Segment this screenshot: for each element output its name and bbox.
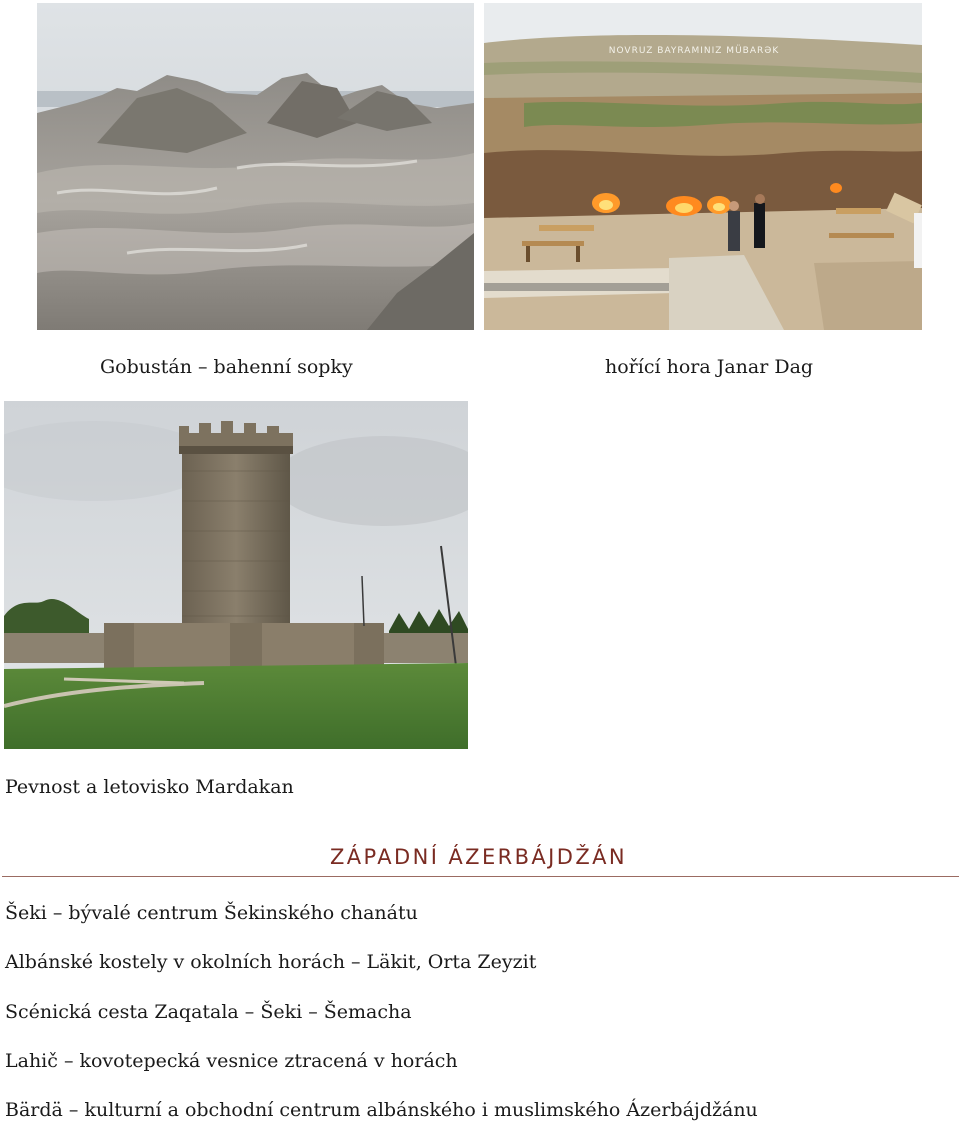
list-item: Lahič – kovotepecká vesnice ztracená v horách bbox=[5, 1050, 458, 1072]
mud-volcano-caption: Gobustán – bahenní sopky bbox=[100, 356, 353, 378]
list-item: Albánské kostely v okolních horách – Läkit, Orta Zeyzit bbox=[5, 951, 537, 973]
mud-volcano-photo bbox=[37, 3, 474, 330]
novruz-sign-text: NOVRUZ BAYRAMINIZ MÜBARƏK bbox=[608, 46, 780, 56]
list-item: Bärdä – kulturní a obchodní centrum albánského i muslimského Ázerbájdžánu bbox=[5, 1099, 758, 1121]
burning-mountain-caption: hořící hora Janar Dag bbox=[605, 356, 814, 378]
fortress-photo bbox=[4, 401, 468, 749]
heading-rule bbox=[2, 876, 959, 877]
section-heading: ZÁPADNÍ ÁZERBÁJDŽÁN bbox=[330, 845, 627, 869]
fortress-caption: Pevnost a letovisko Mardakan bbox=[5, 776, 294, 798]
list-item: Šeki – bývalé centrum Šekinského chanátu bbox=[5, 902, 418, 924]
burning-mountain-photo bbox=[484, 3, 922, 330]
list-item: Scénická cesta Zaqatala – Šeki – Šemacha bbox=[5, 1001, 412, 1023]
